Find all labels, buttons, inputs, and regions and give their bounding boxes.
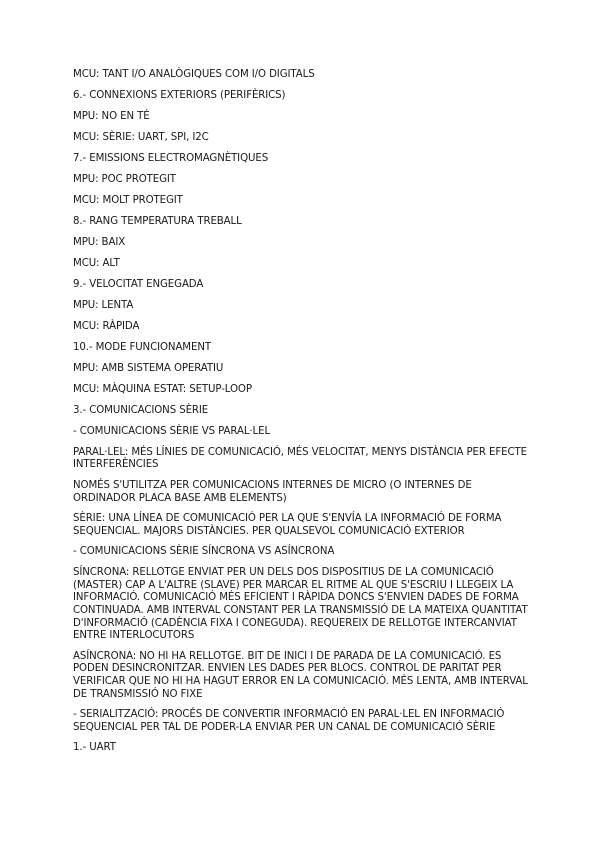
paragraph: MCU: TANT I/O ANALÒGIQUES COM I/O DIGITALS [73,69,315,80]
paragraph: ASÍNCRONA: NO HI HA RELLOTGE. BIT DE INICI I DE PARADA DE LA COMUNICACIÓ. ES PODEN DESINCRONITZAR. ENVIEN LES DADES PER BLOCS. CONTROL DE PARITAT PER VERIFICAR QUE NO HI HA HAGUT ERROR EN LA COMUNICACIÓ. MÉS LENTA, AMB INTERVAL DE TRANSMISSIÓ NO FIXE [73,650,528,700]
paragraph: MCU: RÀPIDA [73,320,140,332]
section-heading: 7.- EMISSIONS ELECTROMAGNÈTIQUES [73,152,269,164]
section-heading: 8.- RANG TEMPERATURA TREBALL [73,215,242,227]
document-body [73,69,528,763]
paragraph: MPU: POC PROTEGIT [73,173,176,185]
paragraph: MPU: BAIX [73,236,126,248]
subsection-heading: - COMUNICACIONS SÈRIE SÍNCRONA VS ASÍNCRONA [73,546,335,558]
section-heading: 9.- VELOCITAT ENGEGADA [73,278,204,290]
paragraph: NOMÉS S'UTILITZA PER COMUNICACIONS INTERNES DE MICRO (O INTERNES DE ORDINADOR PLACA BASE AMB ELEMENTS) [73,479,472,504]
paragraph: MCU: MÀQUINA ESTAT: SETUP-LOOP [73,383,252,395]
paragraph: MPU: AMB SISTEMA OPERATIU [73,362,224,374]
section-heading: 10.- MODE FUNCIONAMENT [73,341,211,353]
section-heading: 6.- CONNEXIONS EXTERIORS (PERIFÈRICS) [73,89,286,101]
paragraph: MCU: MOLT PROTEGIT [73,194,183,206]
paragraph: SÍNCRONA: RELLOTGE ENVIAT PER UN DELS DOS DISPOSITIUS DE LA COMUNICACIÓ (MASTER) CAP A L'ALTRE (SLAVE) PER MARCAR EL RITME AL QUE S'ESCRIU I LLEGEIX LA INFORMACIÓ. COMUNICACIÓ MÉS EFICIENT I RÀPIDA DONCS S'ENVIEN DADES DE FORMA CONTINUADA. AMB INTERVAL CONSTANT PER LA TRANSMISSIÓ DE LA MATEIXA QUANTITAT D'INFORMACIÓ (CADÈNCIA FIXA I CONEGUDA). REQUEREIX DE RELLOTGE INTERCANVIAT ENTRE INTERLOCUTORS [73,567,528,642]
subsection-heading: - COMUNICACIONS SÈRIE VS PARAL·LEL [73,425,271,437]
subsection-heading: - SERIALITZACIÓ: PROCÉS DE CONVERTIR INFORMACIÓ EN PARAL·LEL EN INFORMACIÓ SEQUENCIAL PER TAL DE PODER-LA ENVIAR PER UN CANAL DE COMUNICACIÓ SÈRIE [73,709,505,733]
paragraph: MPU: NO EN TÉ [73,110,150,122]
paragraph: MCU: ALT [73,257,120,269]
section-heading: 3.- COMUNICACIONS SÈRIE [73,404,209,416]
paragraph: SÈRIE: UNA LÍNEA DE COMUNICACIÓ PER LA QUE S'ENVÍA LA INFORMACIÓ DE FORMA SEQUENCIAL. MAJORS DISTÀNCIES. PER QUALSEVOL COMUNICACIÓ EXTERIOR [73,513,502,537]
paragraph: PARAL·LEL: MÉS LÍNIES DE COMUNICACIÓ, MÉS VELOCITAT, MENYS DISTÀNCIA PER EFECTE INTERFERÈNCIES [73,446,527,471]
paragraph: MCU: SÈRIE: UART, SPI, I2C [73,131,209,143]
section-heading: 1.- UART [73,742,116,754]
paragraph: MPU: LENTA [73,299,134,311]
